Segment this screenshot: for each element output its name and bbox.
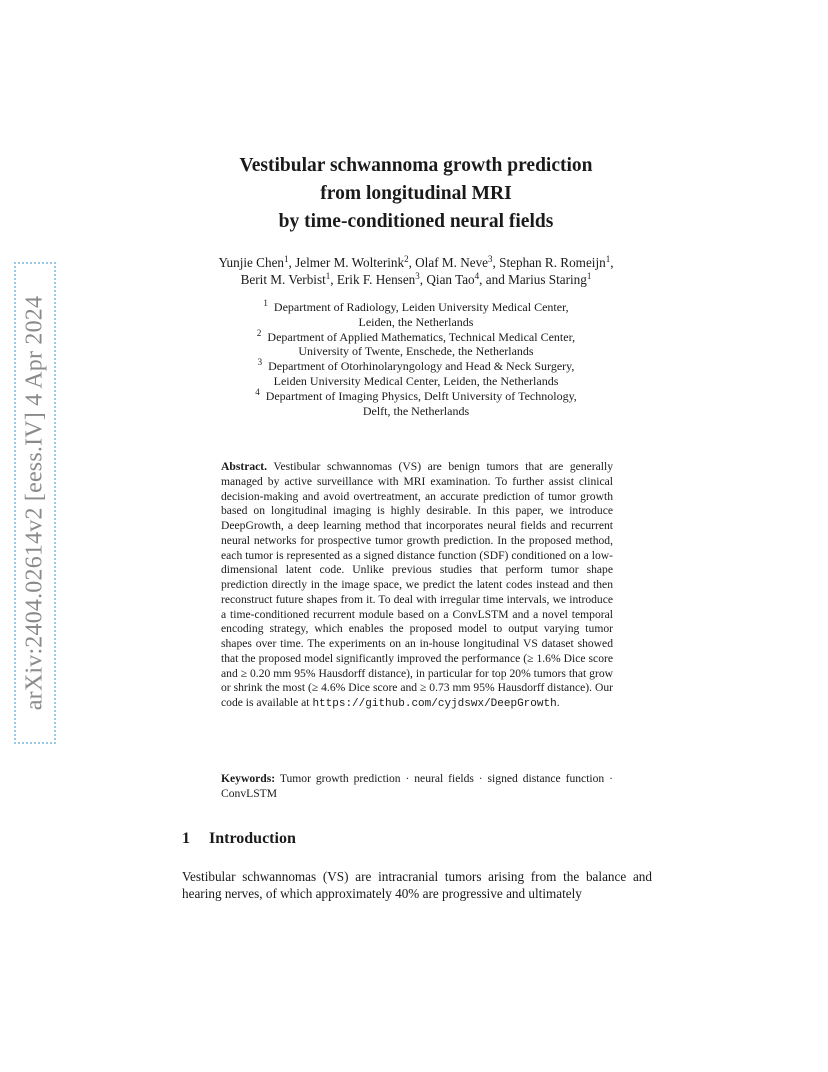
section-number: 1 (182, 830, 190, 847)
author: Qian Tao$^4$, and (426, 271, 509, 287)
keywords (221, 772, 613, 802)
title-line: by time-conditioned neural fields (278, 211, 554, 232)
keywords-label: Keywords: (221, 772, 276, 785)
abstract: Abstract. Vestibular schwannomas (VS) are benign tumors that are generally managed by active surveillance with MRI examination. To further assist clinical decision-making and avoid overtreatment, an accurate prediction of tumor growth based on longitudinal imaging is highly desirable. In this paper, we introduce DeepGrowth, a deep learning method that incorporates neural fields and recurrent neural networks for prospective tumor growth prediction. In the proposed method, each tumor is represented as a signed distance function (SDF) conditioned on a low-dimensional latent code. Unlike previous studies that perform tumor shape prediction directly in the image space, we predict the latent codes instead and then reconstruct future shapes from it. To deal with irregular time intervals, we introduce a time-conditioned recurrent module based on a ConvLSTM and a novel temporal encoding strategy, which enables the proposed model to output varying tumor shapes over time. The experiments on an in-house longitudinal VS dataset showed that the proposed model significantly improved the performance (≥ 1.6% Dice score and ≥ 0.20 mm 95% Hausdorff distance), in particular for top 20% tumors that grow or shrink the most (≥ 4.6% Dice score and ≥ 0.73 mm 95% Hausdorff distance). Our code is available at https://github.com/cyjdswx/DeepGrowth. (221, 460, 613, 710)
author: Jelmer M. Wolterink$^2$, (295, 254, 416, 270)
abstract-text: Vestibular schwannomas (VS) are benign tumors that are generally managed by active surveillance with MRI examination. To further assist clinical decision-making and avoid overtreatment, an accurate prediction of tumor growth based on longitudinal imaging is highly desirable. In this paper, we introduce DeepGrowth, a deep learning method that incorporates neural fields and recurrent neural networks for prospective tumor growth prediction. In the proposed method, each tumor is represented as a signed distance function (SDF) conditioned on a low-dimensional latent code. Unlike previous studies that perform tumor shape prediction directly in the image space, we predict the latent codes instead and then reconstruct future shapes from it. To deal with irregular time intervals, we introduce a time-conditioned recurrent module based on a ConvLSTM and a novel temporal encoding strategy, which enables the proposed model to output varying tumor shapes over time. The experiments on an in-house longitudinal VS dataset showed that the proposed model significantly improved the performance (≥ 1.6% Dice score and ≥ 0.20 mm 95% Hausdorff distance), in particular for top 20% tumors that grow or shrink the most (≥ 4.6% Dice score and ≥ 0.73 mm 95% Hausdorff distance). Our code is available at (221, 460, 613, 709)
paper-title (180, 152, 652, 236)
affiliation: $^4$ Department of Imaging Physics, Delft University of Technology, Delft, the Netherlands (255, 386, 577, 418)
intro-paragraph: Vestibular schwannomas (VS) are intracranial tumors arising from the balance and hearing nerves, of which approximately 40% are progressive and ultimately (182, 869, 652, 901)
author: Yunjie Chen$^1$, (218, 254, 296, 270)
author: Marius Staring$^1$ (508, 271, 592, 287)
affiliation-list (180, 300, 652, 418)
section-heading (182, 830, 652, 848)
title-line: from longitudinal MRI (320, 183, 512, 204)
author: Berit M. Verbist$^1$, (240, 271, 337, 287)
author: Olaf M. Neve$^3$, (415, 254, 500, 270)
affiliation: $^1$ Department of Radiology, Leiden University Medical Center, Leiden, the Netherlands (263, 298, 569, 329)
author-list (180, 254, 652, 288)
author: Erik F. Hensen$^3$, (336, 271, 427, 287)
code-url-link[interactable]: https://github.com/cyjdswx/DeepGrowth (312, 698, 557, 710)
title-line: Vestibular schwannoma growth prediction (239, 155, 593, 176)
arxiv-identifier: arXiv:2404.02614v2 [eess.IV] 4 Apr 2024 (21, 295, 48, 711)
affiliation: $^3$ Department of Otorhinolaryngology and Head & Neck Surgery, Leiden University Medical Center, Leiden, the Netherlands (257, 357, 575, 388)
author: Stephan R. Romeijn$^1$, (499, 254, 614, 270)
affiliation: $^2$ Department of Applied Mathematics, Technical Medical Center, University of Twente, Enschede, the Netherlands (256, 327, 576, 359)
keywords-text: Tumor growth prediction · neural fields · signed distance function · ConvLSTM (221, 772, 613, 800)
section-title: Introduction (209, 830, 296, 847)
abstract-label: Abstract. (221, 460, 268, 473)
